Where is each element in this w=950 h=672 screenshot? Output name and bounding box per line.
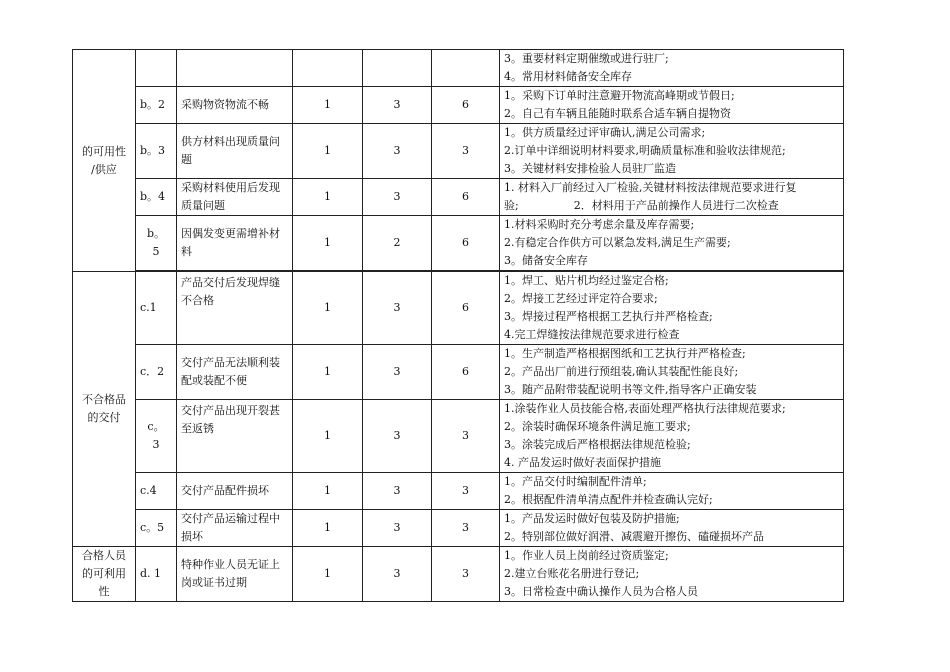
table-row (73, 547, 844, 602)
measure-line: 1。采购下订单时注意避开物流高峰期或节假日; (504, 89, 735, 102)
code-cell (136, 216, 177, 271)
code-cell: c.1 (136, 272, 177, 345)
measure-line: 1。产品发运时做好包装及防护措施; (504, 512, 680, 525)
risk-assessment-table (72, 49, 844, 602)
category-label: 不合格品 (82, 393, 126, 406)
category-label: 性 (98, 585, 110, 598)
code-line: c。 (147, 420, 165, 433)
table-row (73, 345, 844, 400)
measure-line: 2。根据配件清单清点配件并检查确认完好; (504, 493, 713, 506)
table-row (73, 179, 844, 216)
probability-cell (293, 50, 363, 87)
description-cell: 产品交付后发现焊缝不合格 (177, 272, 293, 345)
code-cell: c。5 (136, 510, 177, 547)
risk-cell: 6 (432, 272, 500, 345)
table-row (73, 124, 844, 179)
severity-cell: 3 (363, 124, 432, 179)
measure-line: 3。关键材料安排检验人员驻厂监造 (504, 162, 676, 175)
risk-cell (432, 50, 500, 87)
measure-line: 2。涂装时确保环境条件满足施工要求; (504, 420, 691, 433)
measure-line: 1。产品交付时编制配件清单; (504, 475, 647, 488)
measures-cell (500, 50, 844, 87)
code-cell: d. 1 (136, 547, 177, 602)
severity-cell: 3 (363, 345, 432, 400)
category-label: 合格人员 (82, 549, 126, 562)
description-cell: 交付产品出现开裂甚至返锈 (177, 400, 293, 473)
severity-cell: 3 (363, 473, 432, 510)
table-row (73, 510, 844, 547)
table-row (73, 400, 844, 473)
description-cell: 供方材料出现质量问题 (177, 124, 293, 179)
risk-cell: 3 (432, 473, 500, 510)
category-cell-nonconforming (73, 272, 136, 547)
measures-cell (500, 547, 844, 602)
category-label: /供应 (91, 162, 117, 176)
description-cell: 特种作业人员无证上岗或证书过期 (177, 547, 293, 602)
measure-line: 2。特别部位做好润滑、减震避开擦伤、磕碰损坏产品 (504, 530, 764, 543)
measure-line: 1。作业人员上岗前经过资质鉴定; (504, 549, 669, 562)
measure-line: 2。自己有车辆且能随时联系合适车辆自提物资 (504, 107, 731, 120)
measure-line: 2.订单中详细说明材料要求,明确质量标准和验收法律规范; (504, 144, 786, 157)
code-cell: b。4 (136, 179, 177, 216)
measure-line: 4. 产品发运时做好表面保护措施 (504, 456, 661, 469)
measure-line: 1.材料采购时充分考虑余量及库存需要; (504, 218, 695, 231)
severity-cell: 3 (363, 179, 432, 216)
measure-line: 1。生产制造严格根据图纸和工艺执行并严格检查; (504, 347, 746, 360)
code-cell: b。2 (136, 87, 177, 124)
risk-cell: 3 (432, 510, 500, 547)
probability-cell: 1 (293, 547, 363, 602)
table-row (73, 87, 844, 124)
measures-cell (500, 216, 844, 271)
description-cell: 采购物资物流不畅 (177, 87, 293, 124)
code-line: b。 (146, 227, 166, 240)
measure-line: 验; 2．材料用于产品前操作人员进行二次检查 (504, 199, 779, 212)
measures-cell (500, 510, 844, 547)
risk-cell: 6 (432, 345, 500, 400)
measure-line: 3。涂装完成后严格根据法律规范检验; (504, 438, 691, 451)
probability-cell: 1 (293, 87, 363, 124)
risk-cell: 6 (432, 179, 500, 216)
category-label: 的可利用 (82, 567, 126, 580)
category-label: 的交付 (87, 411, 121, 424)
code-cell: c.4 (136, 473, 177, 510)
severity-cell: 3 (363, 272, 432, 345)
probability-cell: 1 (293, 124, 363, 179)
measures-cell (500, 124, 844, 179)
description-cell: 交付产品运输过程中损坏 (177, 510, 293, 547)
measure-line: 3。焊接过程严格根据工艺执行并严格检查; (504, 310, 713, 323)
measure-line: 2.建立台账花名册进行登记; (504, 567, 640, 580)
code-line: 5 (152, 245, 160, 258)
risk-cell: 3 (432, 547, 500, 602)
probability-cell: 1 (293, 216, 363, 271)
probability-cell: 1 (293, 179, 363, 216)
probability-cell: 1 (293, 345, 363, 400)
description-cell: 采购材料使用后发现质量问题 (177, 179, 293, 216)
severity-cell (363, 50, 432, 87)
table-row (73, 216, 844, 271)
risk-cell: 6 (432, 216, 500, 271)
measure-line: 4.完工焊缝按法律规范要求进行检查 (504, 328, 680, 341)
description-cell (177, 50, 293, 87)
severity-cell: 2 (363, 216, 432, 271)
category-cell-personnel (73, 547, 136, 602)
severity-cell: 3 (363, 87, 432, 124)
measure-line: 3。储备安全库存 (504, 254, 588, 267)
description-cell: 交付产品配件损坏 (177, 473, 293, 510)
measure-line: 3。日常检查中确认操作人员为合格人员 (504, 585, 698, 598)
category-cell-supply (73, 50, 136, 272)
severity-cell: 3 (363, 547, 432, 602)
measures-cell (500, 473, 844, 510)
measure-line: 4。常用材料储备安全库存 (504, 70, 632, 83)
code-line: 3 (152, 438, 160, 451)
risk-cell: 6 (432, 87, 500, 124)
measure-line: 1. 材料入厂前经过入厂检验,关键材料按法律规范要求进行复 (504, 181, 797, 194)
measure-line: 2。焊接工艺经过评定符合要求; (504, 292, 658, 305)
code-cell (136, 50, 177, 87)
code-cell: c．2 (136, 345, 177, 400)
probability-cell: 1 (293, 510, 363, 547)
description-cell: 因偶发变更需增补材料 (177, 216, 293, 271)
risk-cell: 3 (432, 400, 500, 473)
measures-cell (500, 400, 844, 473)
measure-line: 2.有稳定合作供方可以紧急发料,满足生产需要; (504, 236, 731, 249)
severity-cell: 3 (363, 510, 432, 547)
measures-cell (500, 179, 844, 216)
measure-line: 3。随产品附带装配说明书等文件,指导客户正确安装 (504, 383, 757, 396)
category-label: 的可用性 (82, 144, 126, 158)
measure-line: 3。重要材料定期催缴或进行驻厂; (504, 52, 669, 65)
table-row (73, 50, 844, 87)
measure-line: 1.涂装作业人员技能合格,表面处理严格执行法律规范要求; (504, 402, 786, 415)
code-cell (136, 400, 177, 473)
measures-cell (500, 272, 844, 345)
probability-cell: 1 (293, 272, 363, 345)
risk-cell: 3 (432, 124, 500, 179)
table-row (73, 473, 844, 510)
measure-line: 1。供方质量经过评审确认,满足公司需求; (504, 126, 706, 139)
description-cell: 交付产品无法顺利装配或装配不便 (177, 345, 293, 400)
code-cell: b。3 (136, 124, 177, 179)
table-row (73, 272, 844, 345)
measure-line: 1。焊工、贴片机均经过鉴定合格; (504, 274, 669, 287)
measure-line: 2。产品出厂前进行预组装,确认其装配性能良好; (504, 365, 739, 378)
probability-cell: 1 (293, 473, 363, 510)
measures-cell (500, 87, 844, 124)
severity-cell: 3 (363, 400, 432, 473)
measures-cell (500, 345, 844, 400)
probability-cell: 1 (293, 400, 363, 473)
